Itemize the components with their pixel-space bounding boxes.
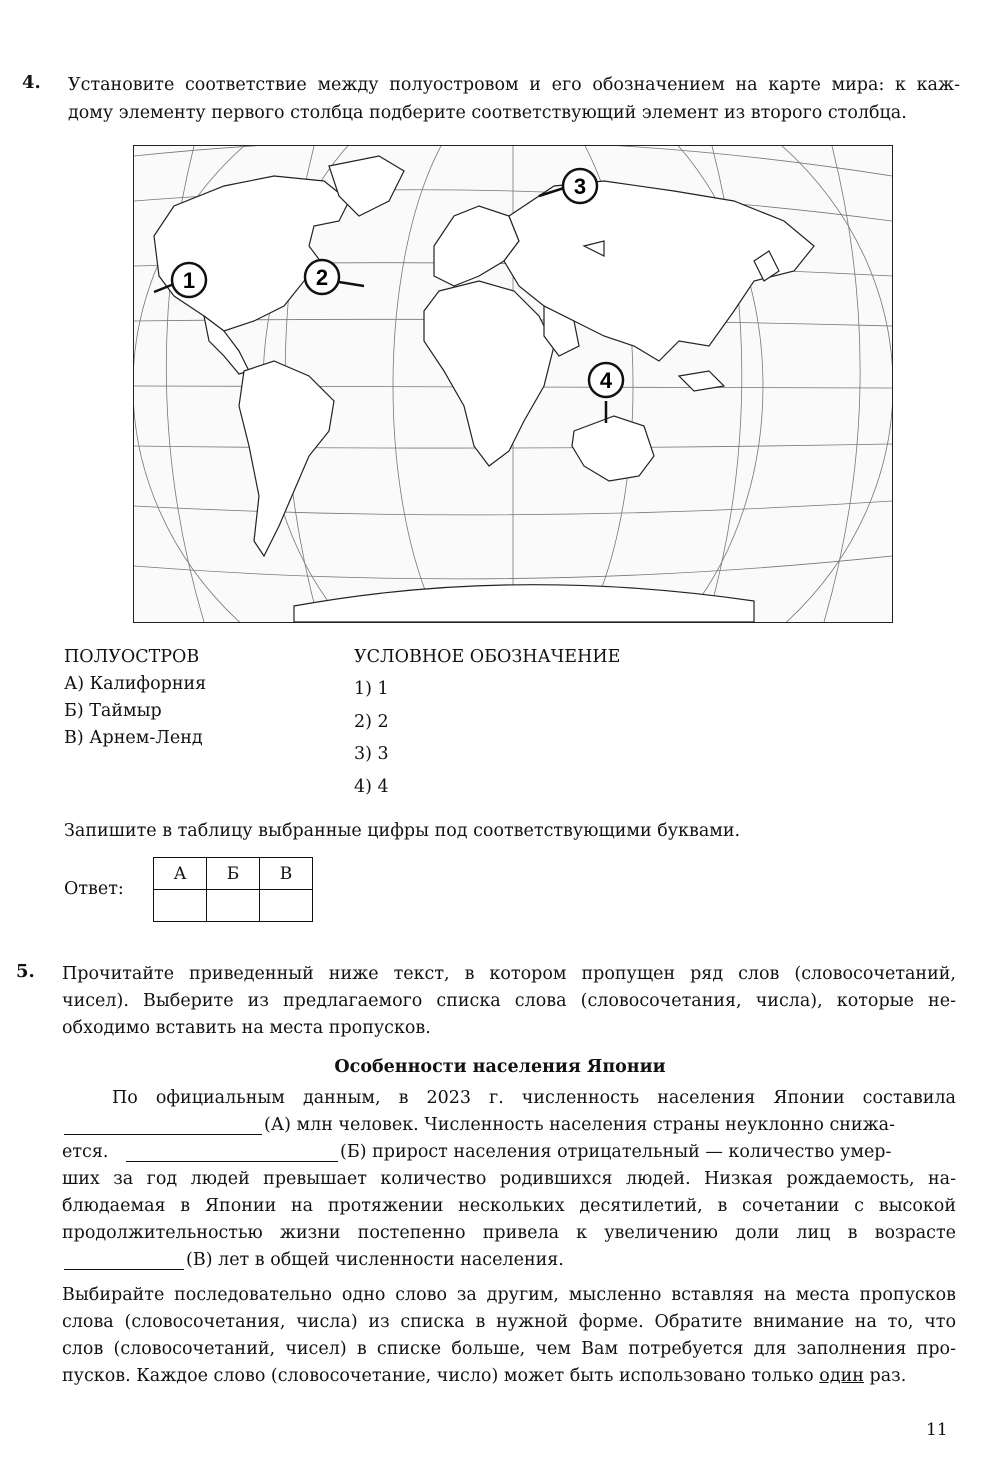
task5-prompt-line2: чисел). Выберите из предлагаемого списка слова (словосочетания, числа), которые не- bbox=[62, 991, 956, 1011]
passage-title: Особенности населения Японии bbox=[334, 1057, 666, 1077]
answer-cell-c[interactable] bbox=[260, 890, 313, 922]
passage-line5: блюдаемая в Японии на протяжении нескольких десятилетий, в сочетании с высокой bbox=[62, 1196, 956, 1216]
page-number: 11 bbox=[926, 1420, 948, 1440]
column2-item-1: 1) 1 bbox=[354, 679, 389, 699]
column2-item-3: 3) 3 bbox=[354, 744, 389, 764]
column1-item-c: В) Арнем-Ленд bbox=[64, 728, 203, 748]
column2-item-2: 2) 2 bbox=[354, 712, 389, 732]
task4-number: 4. bbox=[22, 72, 41, 93]
instruction-line1: Выбирайте последовательно одно слово за другим, мысленно вставляя на места пропусков bbox=[62, 1285, 956, 1305]
passage-line4: ших за год людей превышает количество родившихся людей. Низкая рождаемость, на- bbox=[62, 1169, 956, 1189]
passage-line3-text: (Б) прирост населения отрицательный — количество умер- bbox=[340, 1142, 892, 1162]
passage-line7-text: (В) лет в общей численности населения. bbox=[186, 1250, 564, 1270]
column2-item-4: 4) 4 bbox=[354, 777, 389, 797]
world-map-drawing bbox=[134, 146, 892, 622]
instruction-line3: слов (словосочетаний, чисел) в списке больше, чем Вам потребуется для заполнения про- bbox=[62, 1339, 956, 1359]
svg-text:3: 3 bbox=[573, 174, 587, 199]
answer-cell-b[interactable] bbox=[207, 890, 260, 922]
answer-input-row bbox=[154, 890, 313, 922]
blank-a-input[interactable] bbox=[64, 1116, 262, 1135]
svg-text:1: 1 bbox=[182, 268, 196, 293]
answer-table bbox=[153, 857, 313, 922]
answer-label: Ответ: bbox=[64, 879, 124, 899]
task4-prompt-line2: дому элементу первого столбца подберите соответствующий элемент из второго столбца. bbox=[68, 103, 907, 123]
answer-cell-a[interactable] bbox=[154, 890, 207, 922]
answer-header-row bbox=[154, 858, 313, 890]
map-marker-1 bbox=[172, 263, 206, 297]
column1-item-a: А) Калифорния bbox=[64, 674, 207, 694]
passage-line2-text: (А) млн человек. Численность населения страны неуклонно снижа- bbox=[264, 1115, 896, 1135]
map-marker-2 bbox=[305, 260, 339, 294]
instruction-line2: слова (словосочетания, числа) из списка в нужной форме. Обратите внимание на то, что bbox=[62, 1312, 956, 1332]
map-marker-4 bbox=[589, 363, 623, 397]
instruction-line4-a: пусков. Каждое слово (словосочетание, число) может быть использовано только bbox=[62, 1366, 814, 1386]
task4-instruction: Запишите в таблицу выбранные цифры под соответствующими буквами. bbox=[64, 821, 741, 841]
instruction-line4-b: раз. bbox=[869, 1366, 907, 1386]
column1-item-b: Б) Таймыр bbox=[64, 701, 162, 721]
column1-header: ПОЛУОСТРОВ bbox=[64, 647, 200, 667]
passage-line6: продолжительностью жизни постепенно привела к увеличению доли лиц в возрасте bbox=[62, 1223, 956, 1243]
svg-text:2: 2 bbox=[315, 265, 329, 290]
passage-line3-head: ется. bbox=[62, 1142, 109, 1162]
answer-header-c: В bbox=[260, 858, 313, 890]
passage-line7 bbox=[62, 1247, 956, 1274]
answer-header-b: Б bbox=[207, 858, 260, 890]
svg-text:4: 4 bbox=[599, 368, 613, 393]
task5-number: 5. bbox=[16, 961, 35, 982]
map-continents bbox=[154, 156, 814, 622]
passage-line1: По официальным данным, в 2023 г. численность населения Японии составила bbox=[112, 1088, 956, 1108]
answer-header-a: А bbox=[154, 858, 207, 890]
task4-prompt-line1: Установите соответствие между полуостровом и его обозначением на карте мира: к каж- bbox=[68, 75, 960, 95]
instruction-line4 bbox=[62, 1363, 956, 1390]
blank-b-input[interactable] bbox=[126, 1143, 338, 1162]
column2-header: УСЛОВНОЕ ОБОЗНАЧЕНИЕ bbox=[354, 647, 621, 667]
passage-line2 bbox=[62, 1112, 956, 1139]
blank-c-input[interactable] bbox=[64, 1251, 184, 1270]
map-marker-3 bbox=[563, 169, 597, 203]
world-map bbox=[133, 145, 893, 623]
passage-line3 bbox=[62, 1139, 956, 1166]
instruction-line4-underlined: один bbox=[819, 1366, 864, 1386]
task5-prompt-line3: обходимо вставить на места пропусков. bbox=[62, 1018, 431, 1038]
task5-prompt-line1: Прочитайте приведенный ниже текст, в котором пропущен ряд слов (словосочетаний, bbox=[62, 964, 956, 984]
